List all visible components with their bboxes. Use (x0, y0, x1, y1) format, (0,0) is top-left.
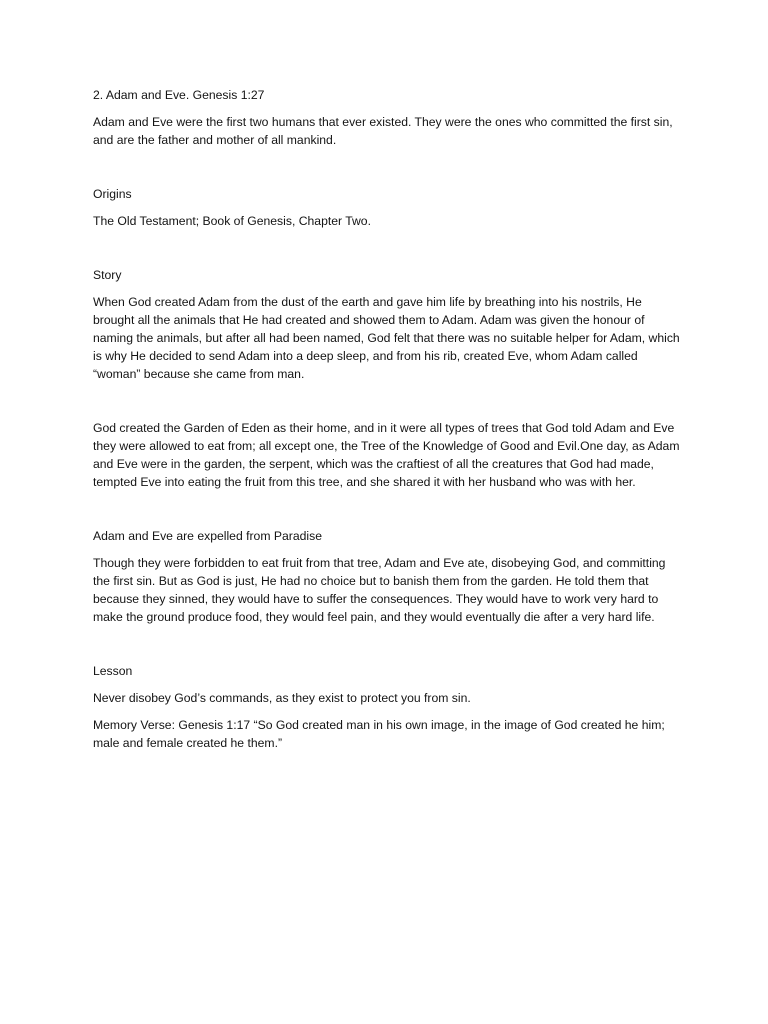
intro-paragraph: Adam and Eve were the first two humans that ever existed. They were the ones who committed the first sin, and are the father and mother of all mankind. (93, 115, 673, 147)
origins-heading: Origins (93, 187, 132, 201)
story-paragraph-2: God created the Garden of Eden as their home, and in it were all types of trees that God told Adam and Eve they were allowed to eat from; all except one, the Tree of the Knowledge of Good and Evil.One day, as Adam and Eve were in the garden, the serpent, which was the craftiest of all the creatures that God had made, tempted Eve into eating the fruit from this tree, and she shared it with her husband who was with her. (93, 421, 680, 489)
expelled-heading: Adam and Eve are expelled from Paradise (93, 529, 322, 543)
document-title: 2. Adam and Eve. Genesis 1:27 (93, 88, 265, 102)
lesson-heading: Lesson (93, 664, 133, 678)
story-heading: Story (93, 268, 122, 282)
story-paragraph-1: When God created Adam from the dust of the earth and gave him life by breathing into his nostrils, He brought all the animals that He had created and showed them to Adam. Adam was given the honour of naming the animals, but after all had been named, God felt that there was no suitable helper for Adam, which is why He decided to send Adam into a deep sleep, and from his rib, created Eve, whom Adam called “woman” because she came from man. (93, 295, 680, 381)
lesson-paragraph: Never disobey God’s commands, as they exist to protect you from sin. (93, 691, 471, 705)
memory-verse-paragraph: Memory Verse: Genesis 1:17 “So God created man in his own image, in the image of God created he him; male and female created he them.” (93, 718, 665, 750)
origins-paragraph: The Old Testament; Book of Genesis, Chapter Two. (93, 214, 371, 228)
expelled-paragraph: Though they were forbidden to eat fruit from that tree, Adam and Eve ate, disobeying God, and committing the first sin. But as God is just, He had no choice but to banish them from the garden. He told them that because they sinned, they would have to suffer the consequences. They would have to work very hard to make the ground produce food, they would feel pain, and they would eventually die after a very hard life. (93, 556, 666, 624)
document-body (93, 86, 683, 752)
